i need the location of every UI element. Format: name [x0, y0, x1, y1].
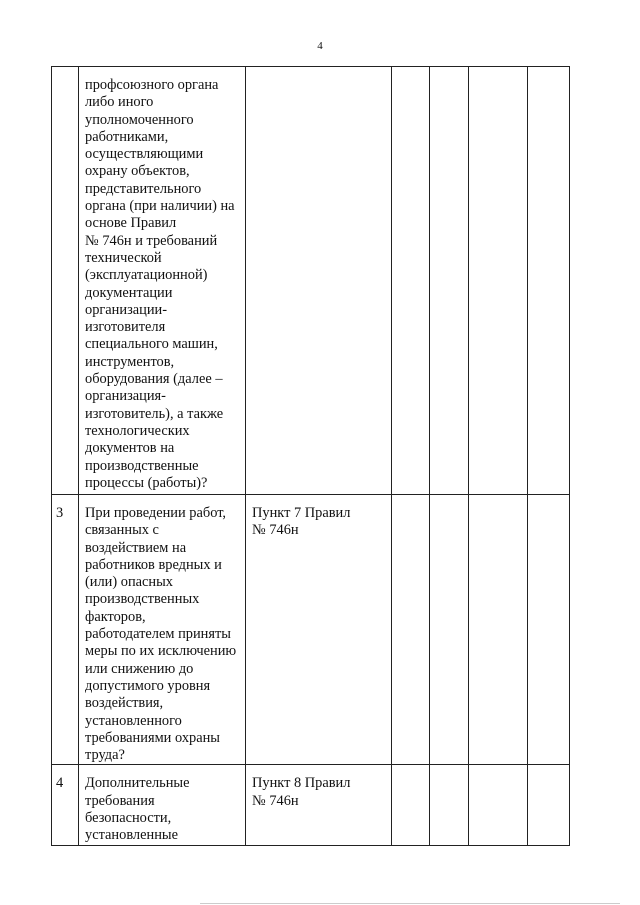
question-line: безопасности,	[85, 810, 172, 827]
question-line: работников вредных и	[85, 556, 222, 573]
question-line: меры по их исключению	[85, 643, 237, 660]
question-line: либо иного	[85, 94, 154, 111]
question-line: документации	[85, 284, 173, 301]
table-row	[52, 67, 570, 495]
answer-not-applicable-cell[interactable]	[469, 495, 528, 765]
question-line: воздействия,	[85, 695, 164, 712]
question-line: установленного	[85, 712, 182, 729]
answer-no-cell[interactable]	[430, 765, 469, 845]
question-line: специального машин,	[85, 336, 218, 353]
question-line: При проведении работ,	[85, 505, 227, 521]
question-line: Дополнительные	[85, 775, 190, 792]
row-number-cell: 4	[52, 765, 79, 845]
question-line: технической	[85, 249, 162, 266]
reference-line: № 746н	[252, 792, 299, 809]
table-row	[52, 495, 570, 765]
reference-line: Пункт 8 Правил	[252, 775, 351, 792]
question-line: (или) опасных	[85, 574, 174, 591]
requirement-question-cell	[79, 67, 246, 495]
row-number-cell	[52, 67, 79, 495]
question-line: организации-	[85, 301, 168, 318]
question-line: труда?	[85, 747, 125, 764]
row-number-cell: 3	[52, 495, 79, 765]
notes-cell[interactable]	[528, 67, 570, 495]
answer-yes-cell[interactable]	[392, 765, 430, 845]
question-line: организация-	[85, 388, 166, 405]
answer-no-cell[interactable]	[430, 67, 469, 495]
question-line: работодателем приняты	[85, 626, 231, 643]
question-line: требованиями охраны	[85, 729, 220, 746]
question-line: связанных с	[85, 522, 159, 539]
question-line: инструментов,	[85, 353, 175, 370]
reference-line: Пункт 7 Правил	[252, 505, 351, 521]
question-line: изготовитель), а также	[85, 405, 224, 422]
notes-cell[interactable]	[528, 765, 570, 845]
question-line: (эксплуатационной)	[85, 267, 208, 284]
question-line: факторов,	[85, 608, 146, 625]
page-number: 4	[317, 40, 323, 52]
question-line: процессы (работы)?	[85, 474, 208, 491]
question-line: органа (при наличии) на	[85, 198, 235, 215]
question-line: уполномоченного	[85, 111, 194, 128]
question-line: работниками,	[85, 128, 169, 145]
requirement-question-cell	[79, 765, 246, 845]
table-row	[52, 765, 570, 845]
question-line: технологических	[85, 422, 190, 439]
question-line: основе Правил	[85, 215, 177, 232]
question-line: производственные	[85, 457, 199, 474]
question-line: или снижению до	[85, 660, 194, 677]
scan-edge-line	[200, 903, 620, 904]
legal-reference-cell	[246, 67, 392, 495]
checklist-table	[51, 66, 570, 846]
legal-reference-cell	[246, 765, 392, 845]
reference-line: № 746н	[252, 522, 299, 539]
legal-reference-cell	[246, 495, 392, 765]
answer-no-cell[interactable]	[430, 495, 469, 765]
question-line: № 746н и требований	[85, 232, 218, 249]
answer-yes-cell[interactable]	[392, 67, 430, 495]
question-line: установленные	[85, 827, 178, 844]
notes-cell[interactable]	[528, 495, 570, 765]
question-line: охрану объектов,	[85, 163, 190, 180]
answer-not-applicable-cell[interactable]	[469, 67, 528, 495]
requirement-question-cell	[79, 495, 246, 765]
question-line: документов на	[85, 440, 175, 457]
question-line: допустимого уровня	[85, 677, 211, 694]
answer-not-applicable-cell[interactable]	[469, 765, 528, 845]
question-line: представительного	[85, 180, 202, 197]
question-line: требования	[85, 792, 155, 809]
question-line: осуществляющими	[85, 146, 204, 163]
question-line: профсоюзного органа	[85, 77, 219, 93]
question-line: изготовителя	[85, 319, 166, 336]
question-line: производственных	[85, 591, 200, 608]
question-line: оборудования (далее –	[85, 371, 223, 388]
answer-yes-cell[interactable]	[392, 495, 430, 765]
question-line: воздействием на	[85, 539, 187, 556]
